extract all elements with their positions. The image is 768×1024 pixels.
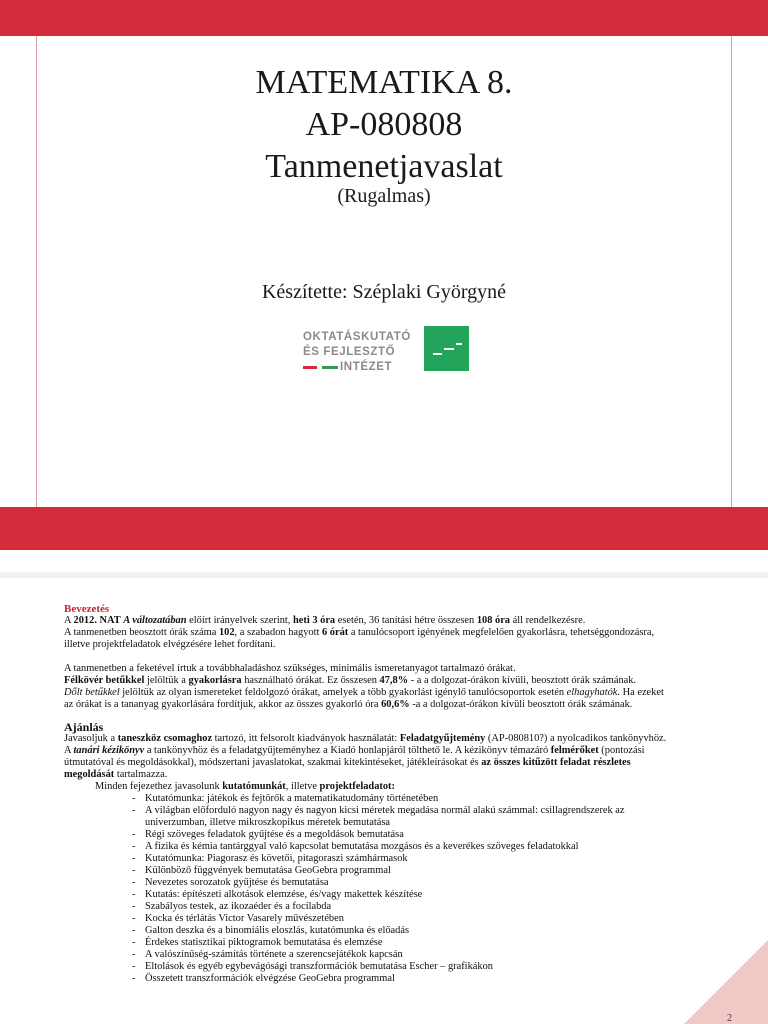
page-corner-decoration [684, 940, 768, 1024]
logo-text-line1: OKTATÁSKUTATÓ [303, 331, 411, 343]
project-item: - Galton deszka és a binomiális eloszlás, kutatómunka és előadás [64, 925, 724, 937]
logo-text-line3: INTÉZET [340, 361, 393, 373]
page-content [64, 603, 724, 985]
project-item: - Nevezetes sorozatok gyűjtése és bemutatása [64, 877, 724, 889]
cover-title-subject: MATEMATIKA 8. [255, 64, 513, 101]
page-number: 2 [727, 1013, 732, 1024]
cover-top-band [0, 0, 768, 36]
logo-red-dash [303, 366, 317, 369]
project-item: - Összetett transzformációk elvégzése GeoGebra programmal [64, 973, 724, 985]
project-item: - A valószínűség-számítás története a szerencsejátékok kapcsán [64, 949, 724, 961]
recommendation-heading: Ajánlás [64, 720, 104, 734]
cover-title-code: AP-080808 [305, 106, 463, 143]
intro-paragraph-5-cont: az órákat is a tananyag gyakorlására fordítjuk, akkor az összes gyakorló óra 60,6% -a a dolgozat-órákon kívüli beosztott órák számának. [64, 699, 633, 710]
project-item-continuation: univerzumban, illetve mikroszkopikus méretek bemutatása [145, 817, 390, 828]
intro-heading: Bevezetés [64, 603, 110, 615]
cover-frame-right [731, 36, 732, 507]
logo-green-dash [322, 366, 338, 369]
project-item: - Kocka és térlátás Victor Vasarely művészetében [64, 913, 724, 925]
intro-paragraph-2-cont: illetve projektfeladatok elvégzésére lehet fordítani. [64, 639, 276, 650]
cover-bottom-band [0, 507, 768, 550]
cover-author: Készítette: Széplaki Györgyné [261, 281, 506, 303]
project-item: - A fizika és kémia tantárggyal való kapcsolat bemutatása mozgásos és a keverékes szöveges feladatokkal [64, 841, 724, 853]
recommendation-line-4: megoldását tartalmazza. [64, 769, 168, 780]
cover-subtitle: (Rugalmas) [337, 185, 431, 207]
cover-title-doc-type: Tanmenetjavaslat [265, 148, 503, 185]
project-item: - Érdekes statisztikai piktogramok bemutatása és elemzése [64, 937, 724, 949]
intro-paragraph-1: A 2012. NAT A változatában előírt irányelvek szerint, heti 3 óra esetén, 36 tanítási hétre összesen 108 óra áll rendelkezésre. [64, 615, 586, 626]
intro-paragraph-4: Félkövér betűkkel jelöltük a gyakorlásra használható órákat. Ez összesen 47,8% - a a dolgozat-órákon kívüli, beosztott órák számának. [64, 675, 637, 686]
intro-paragraph-5: Dőlt betűkkel jelöltük az olyan ismereteket feldolgozó órákat, amelyek a több gyakorlást igénylő tanulócsoportok esetén elhagyhatók. Ha ezeket [64, 687, 664, 698]
intro-paragraph-3: A tanmenetben a feketével írtuk a továbbhaladáshoz szükséges, minimális ismeretanyagot tartalmazó órákat. [64, 663, 516, 674]
cover-frame-left [36, 36, 37, 507]
document-page-2 [0, 578, 768, 1024]
institute-logo [303, 326, 469, 374]
project-item: - A világban előforduló nagyon nagy és nagyon kicsi méretek megadása normál alakú számmal: csillagrendszerek az [64, 805, 724, 817]
recommendation-line-3: útmutatóval és megoldásokkal), módszertani javaslatokat, szakmai kitekintéseket, játékleírásokat és az összes kitűzött feladat részletes [64, 757, 631, 768]
project-item: - Eltolások és egyéb egybevágósági transzformációk bemutatása Escher – grafikákon [64, 961, 724, 973]
recommendation-line-1: Javasoljuk a taneszköz csomaghoz tartozó, itt felsorolt kiadványok használatát: Feladatgyűjtemény (AP-080810?) a nyolcadikos tankönyvhöz. [64, 733, 667, 744]
intro-paragraph-2: A tanmenetben beosztott órák száma 102, a szabadon hagyott 6 órát a tanulócsoport igényének megfelelően gyakorlásra, tehetséggondozásra, [64, 627, 655, 638]
project-item: - Különböző függvények bemutatása GeoGebra programmal [64, 865, 724, 877]
project-item: - Régi szöveges feladatok gyűjtése és a megoldások bemutatása [64, 829, 724, 841]
projects-intro: Minden fejezethez javasolunk kutatómunkát, illetve projektfeladatot: [95, 781, 395, 792]
logo-mark-icon [424, 326, 469, 371]
project-item: - Kutatómunka: játékok és fejtörők a matematikatudomány történetében [64, 793, 724, 805]
logo-text-line2: ÉS FEJLESZTŐ [303, 346, 396, 358]
project-item: - Kutatás: építészeti alkotások elemzése, és/vagy makettek készítése [64, 889, 724, 901]
project-list [64, 793, 724, 985]
project-item: - Szabályos testek, az ikozaéder és a focilabda [64, 901, 724, 913]
recommendation-line-2: A tanári kézikönyv a tankönyvhöz és a feladatgyűjteményhez a Kiadó honlapjáról tölthető le. A kézikönyv témazáró felmérőket (pontozási [64, 745, 645, 756]
project-item: - Kutatómunka: Piagorasz és követői, pitagoraszi számhármasok [64, 853, 724, 865]
